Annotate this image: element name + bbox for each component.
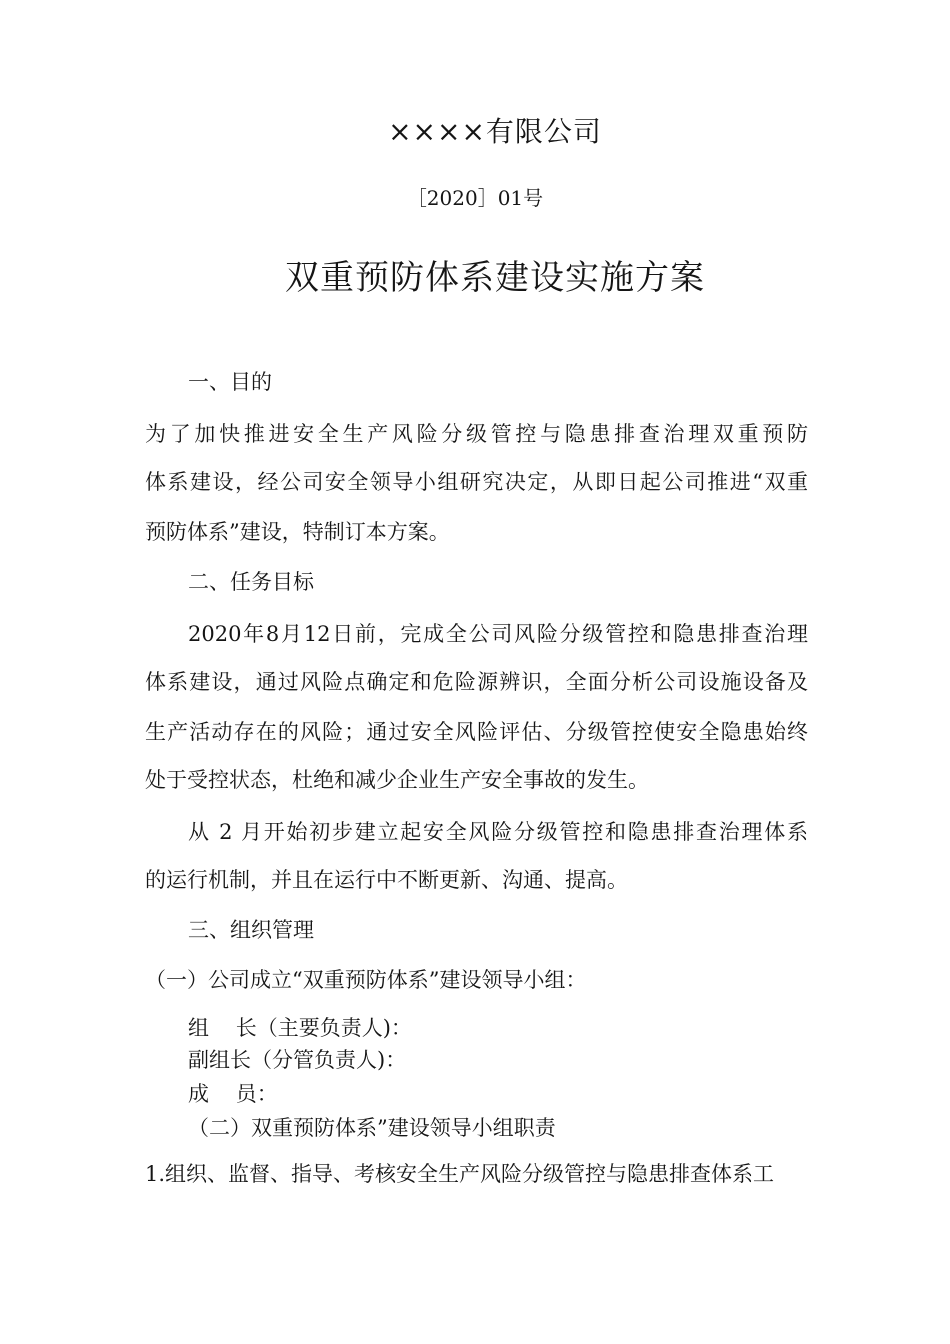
org-leader-line: 组 长（主要负责人)：	[188, 1016, 412, 1040]
section-heading-purpose: 一、目的	[188, 370, 272, 394]
org-members-line: 成 员：	[188, 1082, 278, 1106]
task-para1-line-1: 2020年8月12日前，完成全公司风险分级管控和隐患排查治理	[188, 622, 808, 646]
company-name: ××××有限公司	[388, 115, 602, 148]
section-heading-org: 三、组织管理	[188, 918, 314, 942]
task-para1-line-4: 处于受控状态，杜绝和减少企业生产安全事故的发生。	[145, 768, 649, 792]
org-item-1: 1.组织、监督、指导、考核安全生产风险分级管控与隐患排查体系工	[145, 1162, 775, 1186]
section-heading-task: 二、任务目标	[188, 570, 314, 594]
org-deputy-line: 副组长（分管负责人)：	[188, 1048, 407, 1072]
org-sub-heading-1: （一）公司成立“双重预防体系”建设领导小组：	[145, 968, 587, 992]
document-number: ［2020］01号	[406, 186, 544, 210]
document-title: 双重预防体系建设实施方案	[285, 258, 705, 298]
task-para1-line-3: 生产活动存在的风险；通过安全风险评估、分级管控使安全隐患始终	[145, 720, 808, 744]
purpose-line-2: 体系建设，经公司安全领导小组研究决定，从即日起公司推进“双重	[145, 470, 808, 494]
purpose-line-3: 预防体系”建设，特制订本方案。	[145, 520, 450, 544]
task-para2-line-2: 的运行机制，并且在运行中不断更新、沟通、提高。	[145, 868, 628, 892]
task-para2-line-1: 从 2 月开始初步建立起安全风险分级管控和隐患排查治理体系	[188, 820, 808, 844]
task-para1-line-2: 体系建设，通过风险点确定和危险源辨识，全面分析公司设施设备及	[145, 670, 808, 694]
purpose-line-1: 为了加快推进安全生产风险分级管控与隐患排查治理双重预防	[145, 422, 808, 446]
org-sub-heading-2: （二）双重预防体系”建设领导小组职责	[188, 1116, 556, 1140]
